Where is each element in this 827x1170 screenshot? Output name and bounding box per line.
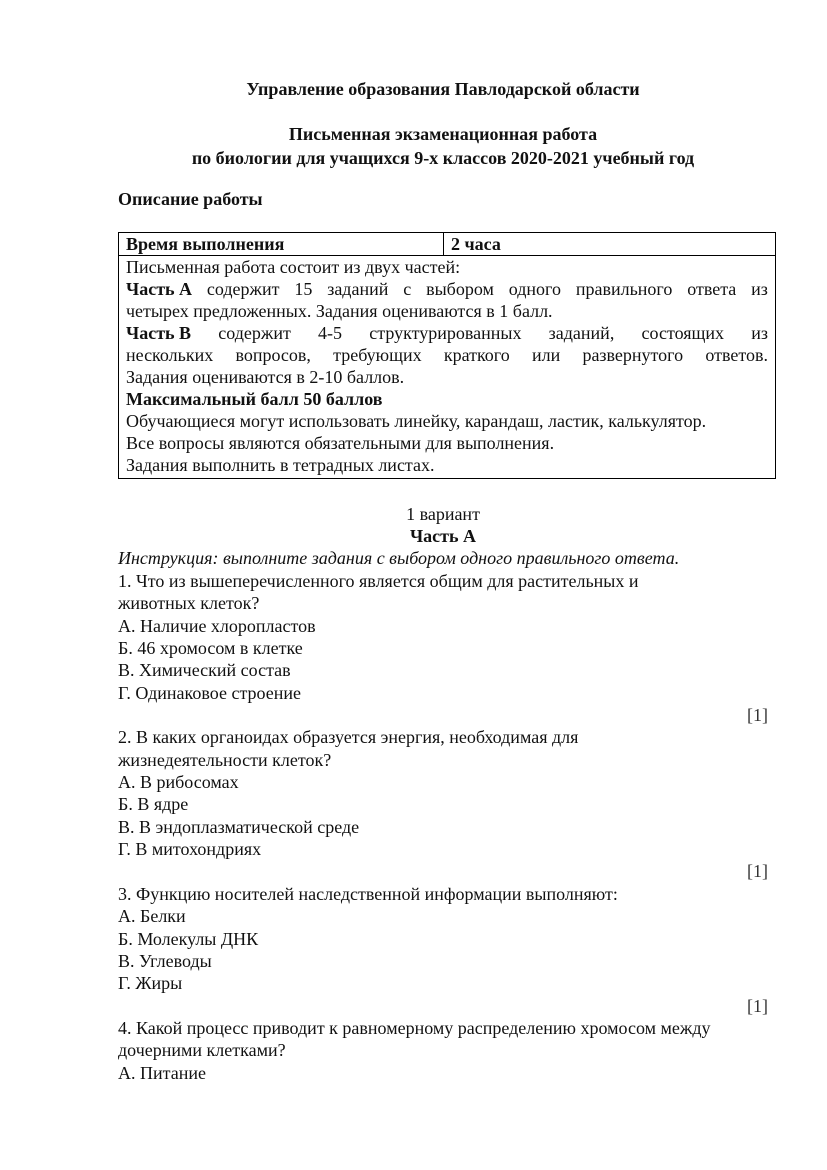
word: содержит [218, 323, 291, 343]
word: с [403, 279, 412, 299]
intro-text: Письменная работа состоит из двух частей: [126, 257, 461, 277]
column-divider [443, 233, 444, 256]
score-mark: [1] [747, 705, 768, 725]
word: краткого [443, 345, 510, 365]
word: правильного [575, 279, 673, 299]
answer-option: Г. В митохондриях [118, 839, 262, 859]
word: 15 [294, 279, 313, 299]
word: вопросов, [235, 345, 311, 365]
answer-option: Б. 46 хромосом в клетке [118, 638, 303, 658]
word: содержит [206, 279, 280, 299]
part-b-line3: Задания оцениваются в 2-10 баллов. [126, 367, 405, 387]
answer-option: В. В эндоплазматической среде [118, 817, 360, 837]
word: выбором [426, 279, 494, 299]
answer-option: А. Питание [118, 1063, 206, 1083]
part-b-line1 [126, 322, 768, 344]
word: требующих [333, 345, 422, 365]
duration-value: 2 часа [451, 234, 501, 254]
word: состоящих [641, 323, 725, 343]
word: структурированных [369, 323, 522, 343]
organization-heading: Управление образования Павлодарской области [246, 79, 640, 99]
word: ответа [687, 279, 737, 299]
part-a-title: Часть А [409, 526, 477, 546]
word: заданий, [548, 323, 615, 343]
answer-option: В. Углеводы [118, 951, 212, 971]
exam-info-table [118, 232, 776, 479]
word: заданий [327, 279, 389, 299]
exam-title-line2: по биологии для учащихся 9-х классов 2020-2021 учебный год [191, 148, 695, 168]
word: или [531, 345, 561, 365]
answer-option: Г. Жиры [118, 973, 183, 993]
mandatory-note: Все вопросы являются обязательными для выполнения. [126, 433, 555, 453]
question-text: 2. В каких органоидах образуется энергия, необходимая для [118, 727, 579, 747]
answer-option: А. В рибосомах [118, 772, 239, 792]
part-b-line2 [126, 344, 768, 366]
score-mark: [1] [747, 861, 768, 881]
word: 4-5 [318, 323, 343, 343]
score-mark: [1] [747, 996, 768, 1016]
word: одного [508, 279, 561, 299]
word: нескольких [126, 345, 214, 365]
variant-label: 1 вариант [406, 504, 480, 524]
word: развернутого [582, 345, 684, 365]
answer-option: А. Наличие хлоропластов [118, 616, 316, 636]
answer-option: А. Белки [118, 906, 186, 926]
part-b-label: Часть В [126, 323, 192, 343]
answer-option: В. Химический состав [118, 660, 291, 680]
table-header-row [119, 233, 775, 256]
answer-option: Б. В ядре [118, 794, 189, 814]
question-text-cont: животных клеток? [118, 593, 260, 613]
exam-title-line1: Письменная экзаменационная работа [288, 124, 598, 144]
question-text-cont: жизнедеятельности клеток? [118, 750, 332, 770]
duration-label: Время выполнения [126, 234, 285, 254]
allowed-tools: Обучающиеся могут использовать линейку, карандаш, ластик, калькулятор. [126, 411, 707, 431]
question-text: 3. Функцию носителей наследственной информации выполняют: [118, 884, 618, 904]
word: ответов. [705, 345, 768, 365]
word: из [751, 279, 768, 299]
question-text-cont: дочерними клетками? [118, 1040, 286, 1060]
part-a-line2: четырех предложенных. Задания оцениваются в 1 балл. [126, 301, 553, 321]
answer-option: Б. Молекулы ДНК [118, 929, 259, 949]
max-score: Максимальный балл 50 баллов [126, 389, 383, 409]
answer-sheets-note: Задания выполнить в тетрадных листах. [126, 455, 435, 475]
instruction-text: Инструкция: выполните задания с выбором одного правильного ответа. [118, 548, 680, 568]
word: из [751, 323, 768, 343]
description-heading: Описание работы [118, 189, 263, 209]
question-text: 4. Какой процесс приводит к равномерному распределению хромосом между [118, 1018, 711, 1038]
part-a-label: Часть А [126, 279, 193, 299]
part-a-line1 [126, 278, 768, 300]
answer-option: Г. Одинаковое строение [118, 683, 302, 703]
question-text: 1. Что из вышеперечисленного является общим для растительных и [118, 571, 639, 591]
